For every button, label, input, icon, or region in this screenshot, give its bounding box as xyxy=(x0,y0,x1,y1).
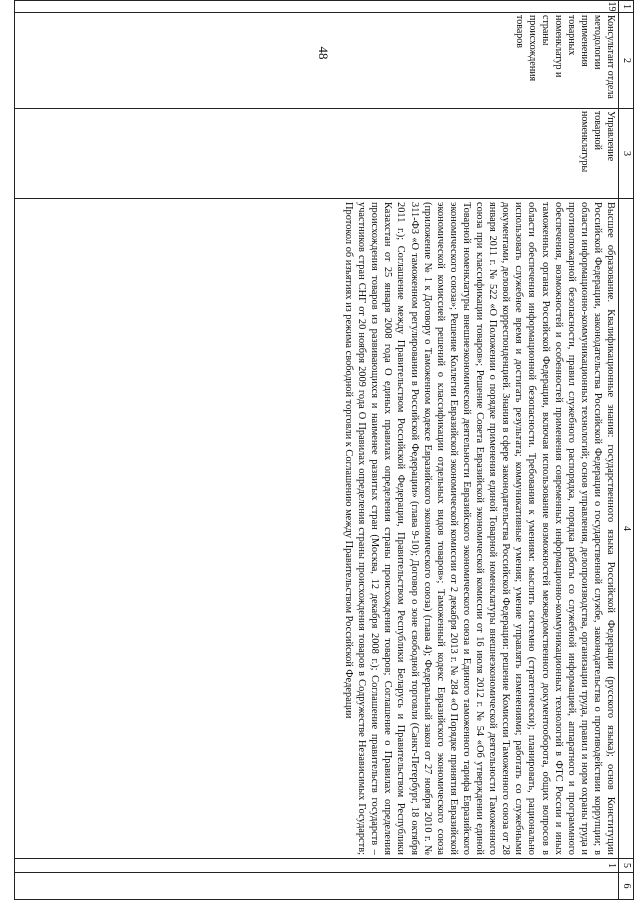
row-index: 19 xyxy=(15,1,619,13)
department-cell xyxy=(15,109,619,199)
column-number-4: 4 xyxy=(619,199,634,859)
requirements-cell xyxy=(15,199,619,859)
requirements-text: Высшее образование. Квалификационные знания: государственного языка Российской Федерации (русского языка); основ Конституции Российской Федерации, законодательства Российской Федерации о государственной службе, законодательства о противодействии коррупции; в области информационно-коммуникационных технологий; основ управления, делопроизводства, организации труда, правил и норм охраны труда и противопожарной безопасности, правил служебного распорядка, порядка работы со служебной информацией, аппаратного и программного обеспечения, возможностей и особенностей применения современных информационно-коммуникационных технологий в ФТС России и иных таможенных органах Российской Федерации, включая использование возможностей межведомственного документооборота, общих вопросов в области обеспечения информационной безопасности. Требования к умениям: мыслить системно (стратегически); планировать, рационально использовать служебное время и достигать результата; коммуникативные умения; умение управлять изменениями; работать со служебными документами, деловой корреспонденцией. Знания в сфере законодательства Российской Федерации: решение Комиссии Таможенного союза от 28 января 2011 г. № 522 «О Положении о порядке применения единой Товарной номенклатуры внешнеэкономической деятельности Таможенного союза при классификации товаров»; Решение Совета Евразийской экономической комиссии от 16 июля 2012 г. № 54 «Об утверждении единой Товарной номенклатуры внешнеэкономической деятельности Евразийского экономического союза и Единого таможенного тарифа Евразийского экономического союза»; Решение Коллегии Евразийской экономической комиссии от 2 декабря 2013 г. № 284 «О Порядке принятия Евразийской экономической комиссией решений о классификации отдельных видов товаров»; Таможенный кодекс Евразийского экономического союза (приложение № 1 к Договору о Таможенном кодексе Евразийского экономического союза) (глава 4); Федеральный закон от 27 ноября 2010 г. № 311-ФЗ «О таможенном регулировании в Российской Федерации» (глава 9-10); Договор о зоне свободной торговли (Санкт-Петербург, 18 октября 2011 г.); Соглашение между Правительством Российской Федерации, Правительством Республики Беларусь и Правительством Республики Казахстан от 25 января 2008 года О единых правилах определения страны происхождения товаров; Соглашение о Правилах определения происхождения товаров из развивающихся и наименее развитых стран (Москва, 12 декабря 2008 г.); Соглашение правительств государств – участников стран СНГ от 20 ноября 2009 года О Правилах определения страны происхождения товаров в Содружестве Независимых Государств; Протокол об изъятиях из режима свободной торговли к Соглашению между Правительством Российской Федерации xyxy=(343,202,616,855)
department-name: Управление товарной номенклатуры xyxy=(579,111,616,173)
column-6-value xyxy=(15,873,619,900)
column-number-1: 1 xyxy=(619,1,634,13)
rotated-table-sheet xyxy=(14,0,634,900)
column-5-value: 1 xyxy=(15,859,619,873)
column-number-2: 2 xyxy=(619,13,634,109)
rotated-table-holder xyxy=(14,0,634,900)
table-row xyxy=(15,1,619,900)
position-cell xyxy=(15,13,619,109)
page-number-text: 48 xyxy=(316,46,331,60)
position-title: Консультант отдела методологии применения товарных номенклатур и страны происхождения товаров xyxy=(514,15,616,99)
positions-table xyxy=(14,0,634,900)
column-number-3: 3 xyxy=(619,109,634,199)
column-number-5: 5 xyxy=(619,859,634,873)
column-number-6: 6 xyxy=(619,873,634,900)
column-number-row xyxy=(619,1,634,900)
